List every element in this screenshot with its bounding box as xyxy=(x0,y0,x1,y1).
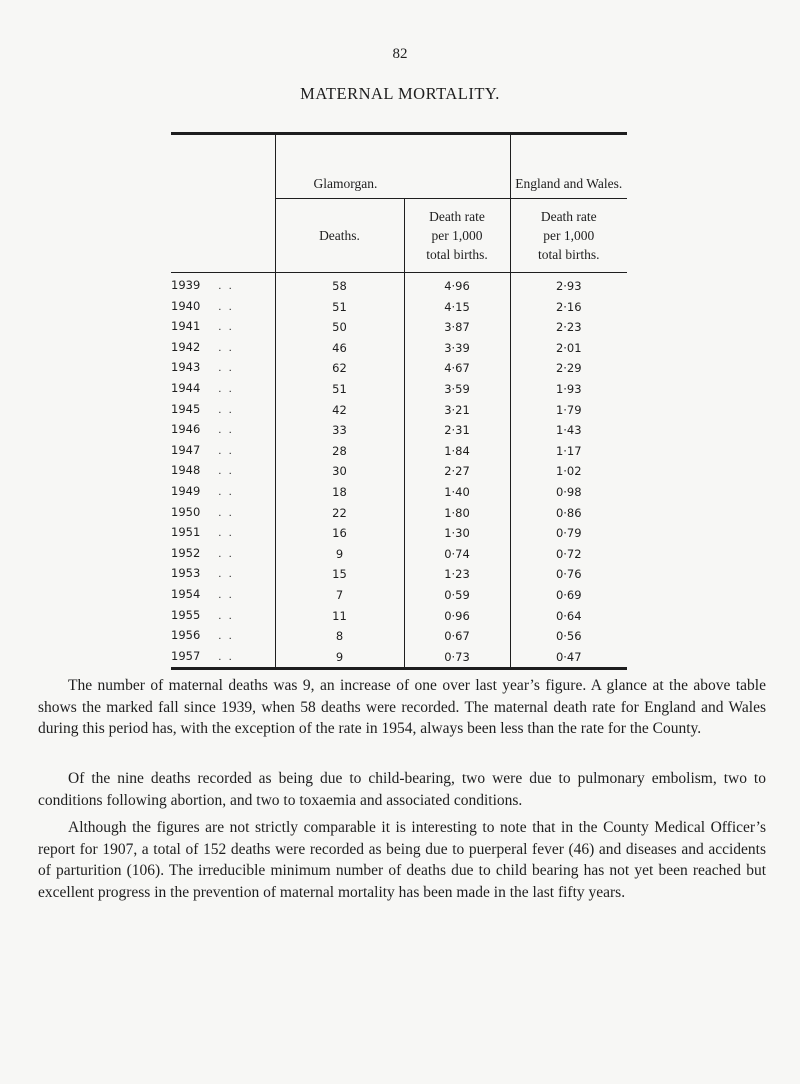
glamorgan-rate-cell: 0·96 xyxy=(404,606,510,627)
deaths-cell: 8 xyxy=(275,626,404,647)
glamorgan-rate-cell: 1·80 xyxy=(404,503,510,524)
ew-rate-cell: 1·17 xyxy=(510,441,627,462)
deaths-cell: 7 xyxy=(275,585,404,606)
leader-dots: . . xyxy=(218,589,234,601)
table-row xyxy=(171,461,627,482)
year-value: 1950 xyxy=(171,504,201,519)
deaths-cell: 9 xyxy=(275,647,404,669)
year-cell xyxy=(171,441,275,462)
deaths-cell: 16 xyxy=(275,523,404,544)
glamorgan-rate-header-line: per 1,000 xyxy=(431,228,483,243)
table-row xyxy=(171,317,627,338)
table-row xyxy=(171,626,627,647)
deaths-cell: 62 xyxy=(275,358,404,379)
deaths-cell: 58 xyxy=(275,273,404,297)
ew-rate-cell: 2·01 xyxy=(510,338,627,359)
deaths-cell: 22 xyxy=(275,503,404,524)
year-value: 1941 xyxy=(171,319,201,334)
year-value: 1945 xyxy=(171,401,201,416)
deaths-cell: 50 xyxy=(275,317,404,338)
year-value: 1940 xyxy=(171,298,201,313)
year-value: 1956 xyxy=(171,628,201,643)
year-value: 1953 xyxy=(171,566,201,581)
page-number: 82 xyxy=(392,46,408,62)
ew-rate-cell: 1·43 xyxy=(510,420,627,441)
year-cell xyxy=(171,338,275,359)
leader-dots: . . xyxy=(218,425,234,437)
paragraph-2 xyxy=(38,768,766,811)
year-cell xyxy=(171,523,275,544)
year-value: 1957 xyxy=(171,648,201,663)
glamorgan-rate-cell: 1·23 xyxy=(404,564,510,585)
glamorgan-rate-cell: 4·15 xyxy=(404,297,510,318)
ew-rate-cell: 1·93 xyxy=(510,379,627,400)
year-cell xyxy=(171,564,275,585)
paragraph-text: Of the nine deaths recorded as being due to child-bearing, two were due to pulmonary embolism, two to conditions following abortion, and two to toxaemia and associated conditions. xyxy=(38,770,766,809)
table-row xyxy=(171,585,627,606)
table-row xyxy=(171,420,627,441)
year-cell xyxy=(171,482,275,503)
leader-dots: . . xyxy=(218,651,234,663)
year-cell xyxy=(171,400,275,421)
table-row xyxy=(171,273,627,297)
glamorgan-rate-cell: 1·40 xyxy=(404,482,510,503)
paragraph-1 xyxy=(38,675,766,740)
ew-rate-cell: 0·47 xyxy=(510,647,627,669)
ew-rate-cell: 0·56 xyxy=(510,626,627,647)
year-cell xyxy=(171,420,275,441)
ew-rate-header-line: Death rate xyxy=(540,209,597,224)
ew-rate-cell: 0·69 xyxy=(510,585,627,606)
table-row xyxy=(171,297,627,318)
glamorgan-rate-cell: 1·84 xyxy=(404,441,510,462)
year-value: 1947 xyxy=(171,442,201,457)
leader-dots: . . xyxy=(218,569,234,581)
year-value: 1944 xyxy=(171,380,201,395)
ew-rate-cell: 1·02 xyxy=(510,461,627,482)
year-cell xyxy=(171,358,275,379)
leader-dots: . . xyxy=(218,548,234,560)
ew-rate-cell: 2·29 xyxy=(510,358,627,379)
glamorgan-rate-cell: 4·96 xyxy=(404,273,510,297)
year-value: 1939 xyxy=(171,278,201,292)
deaths-cell: 28 xyxy=(275,441,404,462)
ew-rate-cell: 0·72 xyxy=(510,544,627,565)
ew-rate-cell: 0·76 xyxy=(510,564,627,585)
glamorgan-rate-header xyxy=(404,199,510,273)
glamorgan-rate-cell: 3·21 xyxy=(404,400,510,421)
table-body xyxy=(171,273,627,669)
leader-dots: . . xyxy=(218,301,234,313)
ew-rate-cell: 1·79 xyxy=(510,400,627,421)
glamorgan-rate-cell: 0·74 xyxy=(404,544,510,565)
year-value: 1954 xyxy=(171,586,201,601)
deaths-cell: 15 xyxy=(275,564,404,585)
leader-dots: . . xyxy=(218,528,234,540)
glamorgan-rate-cell: 1·30 xyxy=(404,523,510,544)
table-row xyxy=(171,647,627,669)
deaths-cell: 51 xyxy=(275,379,404,400)
glamorgan-rate-cell: 3·59 xyxy=(404,379,510,400)
leader-dots: . . xyxy=(218,322,234,334)
ew-rate-header-line: total births. xyxy=(538,247,600,262)
deaths-cell: 18 xyxy=(275,482,404,503)
year-value: 1946 xyxy=(171,422,201,437)
glamorgan-rate-cell: 0·73 xyxy=(404,647,510,669)
year-cell xyxy=(171,461,275,482)
year-value: 1955 xyxy=(171,607,201,622)
table-row xyxy=(171,523,627,544)
table-row xyxy=(171,503,627,524)
deaths-cell: 51 xyxy=(275,297,404,318)
glamorgan-rate-header-line: total births. xyxy=(426,247,488,262)
leader-dots: . . xyxy=(218,383,234,395)
year-cell xyxy=(171,647,275,669)
glamorgan-header: Glamorgan. xyxy=(275,134,510,199)
year-header-blank xyxy=(171,134,275,199)
ew-rate-cell: 2·23 xyxy=(510,317,627,338)
glamorgan-rate-cell: 3·39 xyxy=(404,338,510,359)
leader-dots: . . xyxy=(218,486,234,498)
glamorgan-rate-cell: 2·31 xyxy=(404,420,510,441)
leader-dots: . . xyxy=(218,281,234,292)
year-cell xyxy=(171,585,275,606)
table-row xyxy=(171,564,627,585)
page-title: MATERNAL MORTALITY. xyxy=(300,84,500,103)
ew-rate-cell: 2·93 xyxy=(510,273,627,297)
ew-rate-cell: 0·64 xyxy=(510,606,627,627)
year-subheader-blank xyxy=(171,199,275,273)
year-value: 1942 xyxy=(171,339,201,354)
glamorgan-rate-header-line: Death rate xyxy=(429,209,485,224)
year-value: 1951 xyxy=(171,525,201,540)
year-cell xyxy=(171,544,275,565)
deaths-cell: 11 xyxy=(275,606,404,627)
paragraph-text: Although the figures are not strictly comparable it is interesting to note that in the County Medical Officer’s report for 1907, a total of 152 deaths were recorded as being due to puerperal fever (46) and diseases and accidents of parturition (106). The irreducible minimum number of deaths due to child bearing has not yet been reached but excellent progress in the prevention of maternal mortality has been made in the last fifty years. xyxy=(38,819,766,901)
table-row xyxy=(171,544,627,565)
deaths-cell: 30 xyxy=(275,461,404,482)
paragraph-3 xyxy=(38,817,766,903)
table-row xyxy=(171,400,627,421)
year-cell xyxy=(171,297,275,318)
year-cell xyxy=(171,317,275,338)
deaths-cell: 42 xyxy=(275,400,404,421)
deaths-cell: 33 xyxy=(275,420,404,441)
year-value: 1943 xyxy=(171,360,201,375)
deaths-cell: 46 xyxy=(275,338,404,359)
leader-dots: . . xyxy=(218,342,234,354)
year-value: 1948 xyxy=(171,463,201,478)
year-value: 1952 xyxy=(171,545,201,560)
glamorgan-rate-cell: 4·67 xyxy=(404,358,510,379)
year-cell xyxy=(171,503,275,524)
table-row xyxy=(171,358,627,379)
table-row xyxy=(171,379,627,400)
glamorgan-rate-cell: 0·59 xyxy=(404,585,510,606)
table-row xyxy=(171,482,627,503)
ew-rate-cell: 0·86 xyxy=(510,503,627,524)
table-row xyxy=(171,441,627,462)
deaths-header: Deaths. xyxy=(275,199,404,273)
table-row xyxy=(171,338,627,359)
england-wales-header: England and Wales. xyxy=(510,134,627,199)
year-cell xyxy=(171,606,275,627)
ew-rate-cell: 0·79 xyxy=(510,523,627,544)
deaths-cell: 9 xyxy=(275,544,404,565)
table-row xyxy=(171,606,627,627)
glamorgan-rate-cell: 2·27 xyxy=(404,461,510,482)
paragraph-text: The number of maternal deaths was 9, an increase of one over last year’s figure. A glance at the above table shows the marked fall since 1939, when 58 deaths were recorded. The maternal death rate for England and Wales during this period has, with the exception of the rate in 1954, always been less than the rate for the County. xyxy=(38,677,766,737)
year-cell xyxy=(171,626,275,647)
year-value: 1949 xyxy=(171,483,201,498)
ew-rate-cell: 0·98 xyxy=(510,482,627,503)
leader-dots: . . xyxy=(218,466,234,478)
leader-dots: . . xyxy=(218,631,234,643)
glamorgan-rate-cell: 0·67 xyxy=(404,626,510,647)
ew-rate-header xyxy=(510,199,627,273)
leader-dots: . . xyxy=(218,445,234,457)
leader-dots: . . xyxy=(218,507,234,519)
leader-dots: . . xyxy=(218,363,234,375)
glamorgan-rate-cell: 3·87 xyxy=(404,317,510,338)
year-cell xyxy=(171,273,275,297)
ew-rate-header-line: per 1,000 xyxy=(543,228,595,243)
leader-dots: . . xyxy=(218,404,234,416)
leader-dots: . . xyxy=(218,610,234,622)
maternal-mortality-table xyxy=(171,132,627,670)
ew-rate-cell: 2·16 xyxy=(510,297,627,318)
year-cell xyxy=(171,379,275,400)
